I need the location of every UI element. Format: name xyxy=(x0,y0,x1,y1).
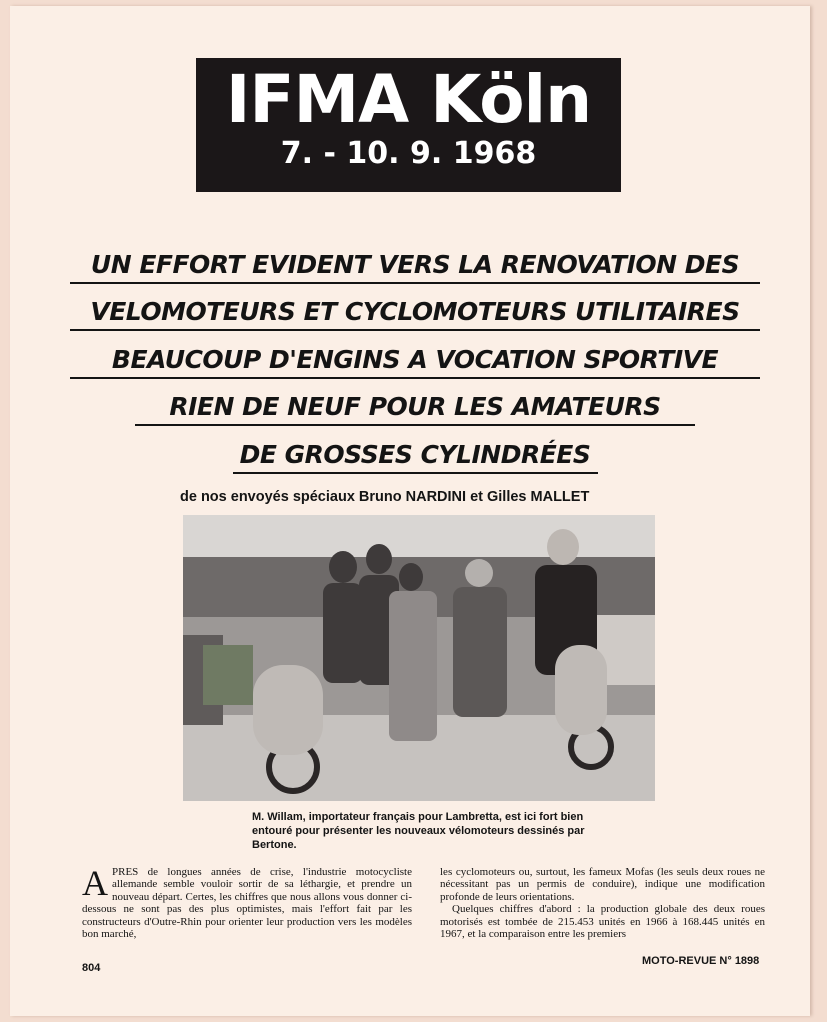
article-text: PRES de longues années de crise, l'industrie motocycliste allemande semble vouloir sortir de sa léthargie, et prendre un nouveau départ. Certes, les chiffres que nous allons vous donner ci-dessous ne sont pas des plus optimistes, mais l'effort fait par les constructeurs d'Outre-Rhin pour orienter leur production vers les modèles bon marché, xyxy=(82,866,412,941)
article-paragraph: Quelques chiffres d'abord : la production globale des deux roues motorisés est tombée de 215.453 unités en 1966 à 168.445 unités en 1967, et la comparaison entre les premiers xyxy=(440,903,765,941)
headline-line-2: VELOMOTEURS ET CYCLOMOTEURS UTILITAIRES xyxy=(60,295,770,331)
drop-cap: A xyxy=(82,863,108,903)
headline-line-3: BEAUCOUP D'ENGINS A VOCATION SPORTIVE xyxy=(60,343,770,379)
headline-line-1: UN EFFORT EVIDENT VERS LA RENOVATION DES xyxy=(60,248,770,284)
magazine-issue: MOTO-REVUE N° 1898 xyxy=(642,955,760,967)
page-title: IFMA Köln xyxy=(225,61,592,138)
article-column-left xyxy=(82,863,412,941)
byline: de nos envoyés spéciaux Bruno NARDINI et Gilles MALLET xyxy=(180,489,590,505)
event-date: 7. - 10. 9. 1968 xyxy=(280,136,537,171)
headline-line-4: RIEN DE NEUF POUR LES AMATEURS xyxy=(60,390,770,426)
lambretta-photo xyxy=(183,515,655,801)
title-banner xyxy=(196,58,621,192)
photo-caption: M. Willam, importateur français pour Lambretta, est ici fort bien entouré pour présenter les nouveaux vélomoteurs dessinés par Bertone. xyxy=(252,811,585,851)
page-number: 804 xyxy=(82,962,101,974)
article-paragraph: les cyclomoteurs ou, surtout, les fameux Mofas (les seuls deux roues ne nécessitant pas un permis de conduire), indique une modification profonde de leurs orientations. xyxy=(440,866,765,903)
headline-line-5: DE GROSSES CYLINDRÉES xyxy=(60,438,770,474)
article-column-right xyxy=(440,866,765,940)
photo-illustration xyxy=(183,515,655,801)
